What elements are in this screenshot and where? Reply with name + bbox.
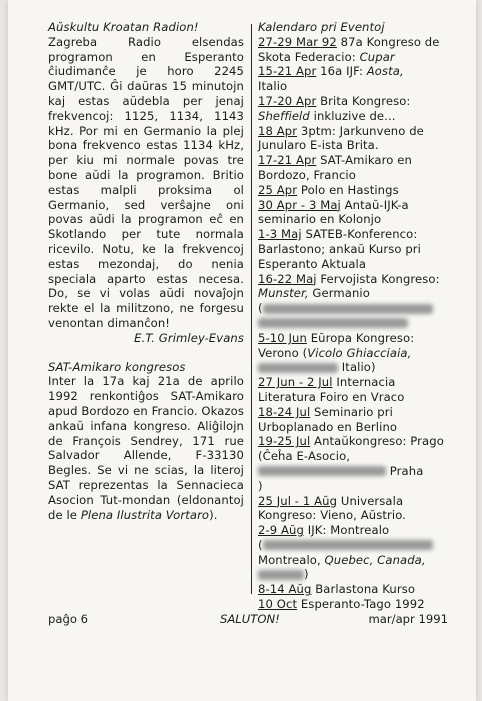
right-column <box>258 20 450 612</box>
calendar-event <box>258 94 450 124</box>
event-text: IJK: Montrealo <box>303 523 390 538</box>
event-place: Sheffield <box>258 108 310 123</box>
sat-dictionary-title: Plena Ilustrita Vortaro <box>80 507 210 522</box>
event-text: Universala Kongreso: Vieno, Aŭstrio. <box>258 493 406 523</box>
event-text: Eŭropa Kongreso: Verono ( <box>258 330 415 360</box>
article-heading-sat-amikaro: SAT-Amikaro kongresos <box>48 359 186 374</box>
calendar-event <box>258 183 450 198</box>
calendar-event <box>258 35 450 65</box>
calendar-event <box>258 582 450 597</box>
calendar-event <box>258 375 450 405</box>
redacted-address <box>258 570 304 580</box>
event-text: Fervojista Kongreso: <box>316 271 440 286</box>
event-text-tail: Italio <box>258 79 288 94</box>
event-text: 87a Kongreso de Skota Federacio: <box>258 34 440 64</box>
magazine-title: SALUTON! <box>220 612 280 626</box>
calendar-heading: Kalendaro pri Eventoj <box>258 20 385 34</box>
redacted-address <box>263 540 433 550</box>
close-paren: ) <box>258 478 263 493</box>
event-text: Barlastona Kurso <box>311 582 416 597</box>
magazine-page <box>8 0 476 701</box>
calendar-event <box>258 597 450 612</box>
sat-text-end: ). <box>209 507 218 522</box>
left-column <box>48 20 244 522</box>
page-number: paĝo 6 <box>48 612 88 626</box>
redacted-address <box>258 363 338 373</box>
article-body-sat-amikaro <box>48 374 244 522</box>
event-text: 16a IJF: <box>316 64 367 79</box>
event-date: 8-14 Aŭg <box>258 582 312 597</box>
redacted-open-paren: ( <box>258 537 263 552</box>
event-date: 18-24 Jul <box>258 404 311 419</box>
calendar-event <box>258 523 450 582</box>
event-text: Montrealo, <box>258 552 325 567</box>
event-date: 10 Oct <box>258 597 298 612</box>
event-text: Brita Kongreso: <box>316 93 411 108</box>
event-text: 3ptm: Jarkunveno de Junularo E-ista Brita. <box>258 123 424 153</box>
event-date: 27-29 Mar 92 <box>258 34 337 49</box>
event-place: Cupar <box>359 49 395 64</box>
event-text: Antaŭkongreso: Prago (Ĉeĥa E-Asocio, <box>258 434 444 464</box>
event-date: 2-9 Aŭg <box>258 523 304 538</box>
event-place: Vicolo Ghiacciaia, <box>307 345 412 360</box>
event-date: 25 Apr <box>258 182 298 197</box>
calendar-event <box>258 124 450 154</box>
event-text-tail: Italio) <box>338 360 376 375</box>
calendar-event <box>258 331 450 375</box>
event-text: SAT-Amikaro en Bordozo, Francio <box>258 153 412 182</box>
issue-date: mar/apr 1991 <box>368 612 448 626</box>
event-text: Polo en Hastings <box>297 182 399 197</box>
event-date: 19-25 Jul <box>258 434 311 449</box>
event-date: 27 Jun - 2 Jul <box>258 375 333 390</box>
redacted-address <box>258 466 386 476</box>
article-body-croatian-radio: Zagreba Radio elsendas programon en Esperanto ĉiudimanĉe je horo 2245 GMT/UTC. Ĝi daŭras 15 minutojn kaj estas aŭdebla per jenaj frekvencoj: 1125, 1134, 1143 kHz. Por mi en Germanio la plej bona frekvenco estas 1134 kHz, per kiu mi normale povas tre bone aŭdi la programon. Britio estas malpli proksima ol Germanio, sed verŝajne oni povas aŭdi la programon eĉ en Skotlando per tute normala ricevilo. Notu, ke la frekvencoj estas mezondaj, do nenia speciala aparto estas necesa. Do, se vi volas aŭdi novaĵojn rekte el la militzono, ne forgesu venontan dimanĉon! <box>48 34 244 330</box>
calendar-event <box>258 64 450 94</box>
calendar-event <box>258 198 450 228</box>
event-date: 30 Apr - 3 Maj <box>258 197 341 212</box>
event-date: 5-10 Jun <box>258 330 307 345</box>
event-date: 18 Apr <box>258 123 298 138</box>
article-signature: E.T. Grimley-Evans <box>134 330 244 345</box>
event-place: Aosta, <box>366 64 404 79</box>
sat-text: Inter la 17a kaj 21a de aprilo 1992 renkontiĝos SAT-Amikaro apud Bordozo en Francio. Okazos ankaŭ infana kongreso. Aliĝilojn de François Sendrey, 171 rue Salvador Allende, F-33130 Begles. Se vi ne scias, la literoj SAT reprezentas la Sennacieca Asocion Tut-mondan (eldonantoj de le <box>48 374 244 522</box>
calendar-event <box>258 227 450 271</box>
event-text: Antaŭ-IJK-a seminario en Kolonjo <box>258 197 409 227</box>
event-text: Seminario pri Urboplanado en Berlino <box>258 404 398 434</box>
calendar-event <box>258 153 450 183</box>
redacted-open-paren: ( <box>258 301 263 316</box>
event-date: 16-22 Maj <box>258 271 317 286</box>
event-text-tail: Praha <box>386 463 424 478</box>
event-place: Quebec, Canada, <box>324 552 426 567</box>
event-date: 17-20 Apr <box>258 93 317 108</box>
calendar-event <box>258 434 450 493</box>
event-place: Munster, <box>258 286 309 301</box>
event-text: Esperanto-Tago 1992 <box>297 597 425 612</box>
event-date: 15-21 Apr <box>258 64 317 79</box>
event-date: 1-3 Maj <box>258 227 302 242</box>
close-paren: ) <box>304 567 309 582</box>
column-divider <box>251 24 252 594</box>
calendar-event <box>258 405 450 435</box>
event-date: 25 Jul - 1 Aŭg <box>258 493 338 508</box>
event-text-tail: inkluzive de... <box>309 108 396 123</box>
redacted-address <box>263 304 433 314</box>
redacted-address <box>258 318 408 328</box>
calendar-event <box>258 272 450 331</box>
event-date: 17-21 Apr <box>258 153 317 168</box>
event-text: Internacia Literatura Foiro en Vraco <box>258 375 405 404</box>
event-text-tail: Germanio <box>308 286 370 301</box>
calendar-event <box>258 494 450 524</box>
article-heading-croatian-radio: Aŭskultu Kroatan Radion! <box>48 20 199 34</box>
event-text: SATEB-Konferenco: Barlastono; ankaŭ Kurso pri Esperanto Aktuala <box>258 227 421 271</box>
